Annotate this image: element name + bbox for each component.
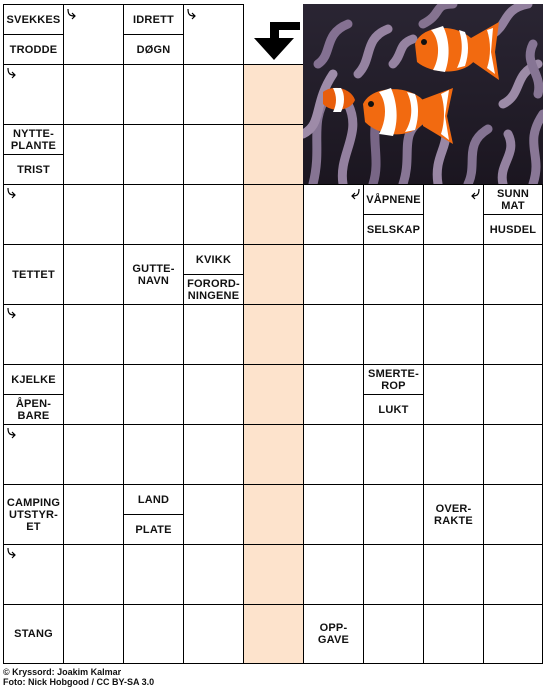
clue-forordningene: FORORD- NINGENE bbox=[183, 274, 244, 305]
answer-cell[interactable] bbox=[483, 544, 543, 605]
clue-plate: PLATE bbox=[123, 514, 184, 545]
answer-cell[interactable] bbox=[123, 424, 184, 485]
answer-cell[interactable] bbox=[363, 424, 424, 485]
answer-cell[interactable] bbox=[303, 544, 364, 605]
answer-cell[interactable] bbox=[483, 604, 543, 664]
solution-cell[interactable] bbox=[243, 544, 304, 605]
clue-kjelke: KJELKE bbox=[3, 364, 64, 395]
answer-cell[interactable] bbox=[303, 364, 364, 425]
corner-arrow-icon bbox=[469, 188, 481, 200]
corner-arrow-icon bbox=[6, 307, 18, 319]
answer-cell[interactable] bbox=[423, 544, 484, 605]
answer-cell[interactable] bbox=[363, 304, 424, 365]
solution-cell[interactable] bbox=[243, 64, 304, 125]
corner-arrow-icon bbox=[349, 188, 361, 200]
answer-cell[interactable] bbox=[423, 304, 484, 365]
clue-guttenavn: GUTTE- NAVN bbox=[123, 244, 184, 305]
answer-cell[interactable] bbox=[303, 244, 364, 305]
answer-cell[interactable] bbox=[123, 364, 184, 425]
clue-svekkes: SVEKKES bbox=[3, 4, 64, 35]
answer-cell[interactable] bbox=[483, 304, 543, 365]
solution-cell[interactable] bbox=[243, 124, 304, 185]
answer-cell[interactable] bbox=[183, 544, 244, 605]
answer-cell[interactable] bbox=[183, 64, 244, 125]
answer-cell[interactable] bbox=[123, 184, 184, 245]
clue-idrett: IDRETT bbox=[123, 4, 184, 35]
answer-cell[interactable] bbox=[423, 364, 484, 425]
photo-credit: Foto: Nick Hobgood / CC BY-SA 3.0 bbox=[3, 677, 155, 687]
clue-vapnene: VÅPNENE bbox=[363, 184, 424, 215]
answer-cell[interactable] bbox=[183, 184, 244, 245]
clue-selskap: SELSKAP bbox=[363, 214, 424, 245]
big-down-arrow-icon bbox=[248, 18, 302, 62]
clue-tettet: TETTET bbox=[3, 244, 64, 305]
corner-arrow-icon bbox=[66, 8, 78, 20]
answer-cell[interactable] bbox=[423, 424, 484, 485]
answer-cell[interactable] bbox=[483, 424, 543, 485]
clue-husdel: HUSDEL bbox=[483, 214, 543, 245]
answer-cell[interactable] bbox=[123, 64, 184, 125]
corner-arrow-icon bbox=[6, 187, 18, 199]
clue-nytteplante: NYTTE- PLANTE bbox=[3, 124, 64, 155]
clue-trodde: TRODDE bbox=[3, 34, 64, 65]
answer-cell[interactable] bbox=[303, 424, 364, 485]
clue-land: LAND bbox=[123, 484, 184, 515]
answer-cell[interactable] bbox=[63, 604, 124, 664]
clue-trist: TRIST bbox=[3, 154, 64, 185]
answer-cell[interactable] bbox=[363, 484, 424, 545]
clue-kvikk: KVIKK bbox=[183, 244, 244, 275]
answer-cell[interactable] bbox=[423, 244, 484, 305]
answer-cell[interactable] bbox=[63, 544, 124, 605]
answer-cell[interactable] bbox=[63, 484, 124, 545]
crossword-credit: © Kryssord: Joakim Kalmar bbox=[3, 667, 122, 677]
answer-cell[interactable] bbox=[63, 244, 124, 305]
answer-cell[interactable] bbox=[183, 604, 244, 664]
answer-cell[interactable] bbox=[123, 604, 184, 664]
clownfish-photo bbox=[303, 4, 543, 184]
solution-cell[interactable] bbox=[243, 484, 304, 545]
answer-cell[interactable] bbox=[183, 364, 244, 425]
answer-cell[interactable] bbox=[123, 124, 184, 185]
answer-cell[interactable] bbox=[183, 124, 244, 185]
answer-cell[interactable] bbox=[483, 244, 543, 305]
clue-apenbare: ÅPEN- BARE bbox=[3, 394, 64, 425]
clue-overrakte: OVER- RAKTE bbox=[423, 484, 484, 545]
answer-cell[interactable] bbox=[183, 304, 244, 365]
clue-lukt: LUKT bbox=[363, 394, 424, 425]
answer-cell[interactable] bbox=[363, 244, 424, 305]
corner-arrow-icon bbox=[186, 8, 198, 20]
solution-cell[interactable] bbox=[243, 364, 304, 425]
answer-cell[interactable] bbox=[303, 304, 364, 365]
corner-arrow-icon bbox=[6, 547, 18, 559]
clue-campingutstyret: CAMPING UTSTYR- ET bbox=[3, 484, 64, 545]
corner-arrow-icon bbox=[6, 427, 18, 439]
credits bbox=[3, 667, 154, 687]
answer-cell[interactable] bbox=[63, 364, 124, 425]
crossword-grid bbox=[3, 4, 543, 664]
answer-cell[interactable] bbox=[423, 604, 484, 664]
solution-cell[interactable] bbox=[243, 184, 304, 245]
clue-dogn: DØGN bbox=[123, 34, 184, 65]
answer-cell[interactable] bbox=[363, 604, 424, 664]
solution-cell[interactable] bbox=[243, 424, 304, 485]
answer-cell[interactable] bbox=[483, 364, 543, 425]
answer-cell[interactable] bbox=[183, 424, 244, 485]
clue-smerterop: SMERTE- ROP bbox=[363, 364, 424, 395]
answer-cell[interactable] bbox=[303, 484, 364, 545]
answer-cell[interactable] bbox=[63, 124, 124, 185]
clue-oppgave: OPP- GAVE bbox=[303, 604, 364, 664]
answer-cell[interactable] bbox=[123, 544, 184, 605]
corner-arrow-icon bbox=[6, 67, 18, 79]
answer-cell[interactable] bbox=[183, 484, 244, 545]
solution-cell[interactable] bbox=[243, 244, 304, 305]
answer-cell[interactable] bbox=[63, 64, 124, 125]
clue-stang: STANG bbox=[3, 604, 64, 664]
answer-cell[interactable] bbox=[63, 304, 124, 365]
answer-cell[interactable] bbox=[483, 484, 543, 545]
answer-cell[interactable] bbox=[63, 184, 124, 245]
solution-cell[interactable] bbox=[243, 304, 304, 365]
solution-cell[interactable] bbox=[243, 604, 304, 664]
answer-cell[interactable] bbox=[123, 304, 184, 365]
answer-cell[interactable] bbox=[63, 424, 124, 485]
answer-cell[interactable] bbox=[363, 544, 424, 605]
clue-sunnmat: SUNN MAT bbox=[483, 184, 543, 215]
